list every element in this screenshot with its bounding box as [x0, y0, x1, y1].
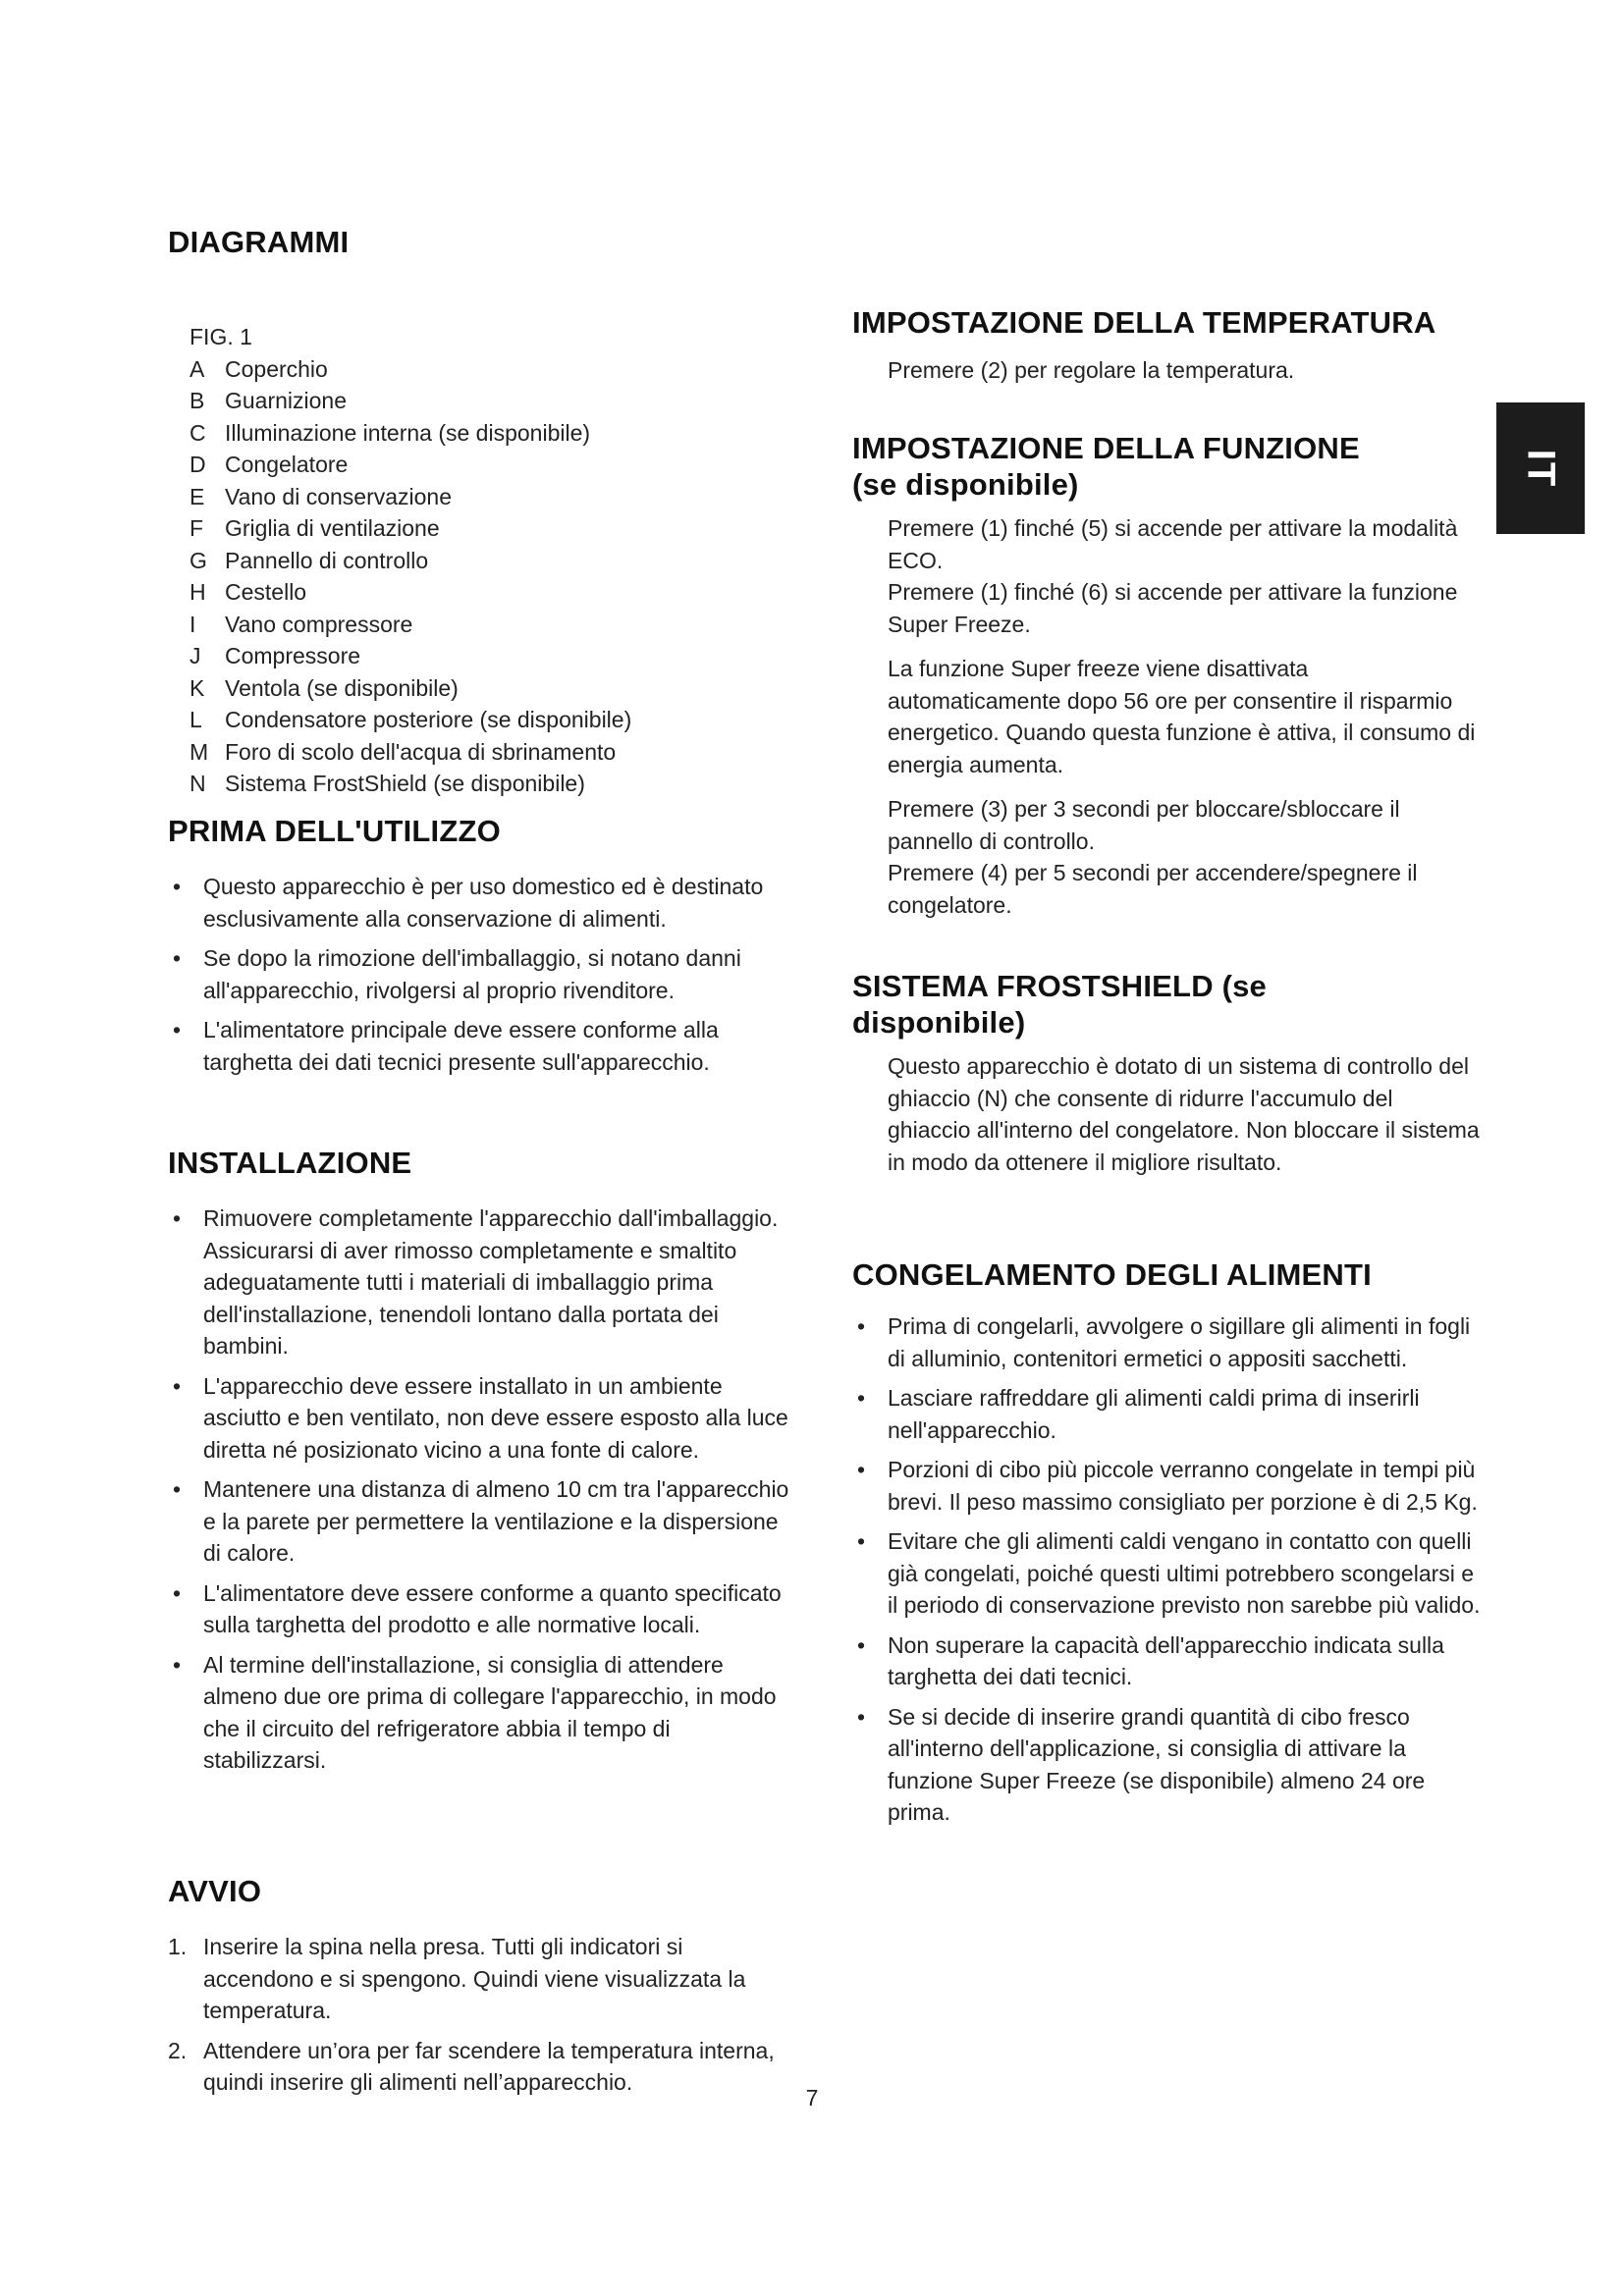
funzione-p4: Premere (3) per 3 secondi per bloccare/sbloccare il pannello di controllo.: [888, 796, 1400, 854]
list-item: N Sistema FrostShield (se disponibile): [189, 771, 585, 796]
list-item: K Ventola (se disponibile): [189, 674, 459, 701]
section-installazione: [168, 1145, 796, 1785]
section-title-avvio: AVVIO: [168, 1874, 262, 1908]
list-item: C Illuminazione interna (se disponibile): [189, 419, 591, 446]
section-prima: [168, 813, 796, 1086]
section-title-installazione: INSTALLAZIONE: [168, 1146, 412, 1180]
funzione-p2: Premere (1) finché (6) si accende per attivare la funzione Super Freeze.: [888, 579, 1458, 637]
section-avvio: [168, 1873, 796, 2107]
section-title-temperatura: IMPOSTAZIONE DELLA TEMPERATURA: [852, 305, 1436, 340]
section-temperatura: [852, 304, 1481, 387]
list-item: • L'alimentatore principale deve essere conforme alla targhetta dei dati tecnici presente sull'apparecchio.: [173, 1017, 719, 1075]
list-item: M Foro di scolo dell'acqua di sbrinamento: [189, 738, 617, 765]
list-item: L Condensatore posteriore (se disponibile): [189, 707, 632, 732]
list-item: • Questo apparecchio è per uso domestico ed è destinato esclusivamente alla conservazione di alimenti.: [173, 874, 764, 932]
list-item: H Cestello: [189, 579, 307, 605]
list-item: • Rimuovere completamente l'apparecchio dall'imballaggio. Assicurarsi di aver rimosso completamente e smaltito adeguatamente tutti i materiali di imballaggio prima dell'installazione, tenendoli lontano dalla portata dei bambini.: [173, 1205, 779, 1359]
section-title-prima: PRIMA DELL'UTILIZZO: [168, 814, 501, 848]
list-item: G Pannello di controllo: [189, 547, 429, 573]
section-title-frostshield: SISTEMA FROSTSHIELD (se disponibile): [852, 969, 1267, 1040]
list-item: I Vano compressore: [189, 611, 413, 637]
section-frostshield: [852, 968, 1481, 1178]
funzione-p3: La funzione Super freeze viene disattivata automaticamente dopo 56 ore per consentire il risparmio energetico. Quando questa funzione è attiva, il consumo di energia aumenta.: [888, 656, 1476, 777]
avvio-steps-list: [168, 1931, 796, 2099]
funzione-p5: Premere (4) per 5 secondi per accendere/spegnere il congelatore.: [888, 860, 1418, 918]
congelamento-bullet-list: [852, 1310, 1481, 1829]
list-item: • L'alimentatore deve essere conforme a quanto specificato sulla targhetta del prodotto e alle normative locali.: [173, 1579, 782, 1637]
section-title-diagrammi: DIAGRAMMI: [168, 225, 350, 259]
list-item: A Coperchio: [189, 355, 328, 382]
list-item: E Vano di conservazione: [189, 483, 452, 509]
language-tab: [1496, 402, 1585, 534]
list-item: F Griglia di ventilazione: [189, 515, 440, 541]
list-item: 1. Inserire la spina nella presa. Tutti gli indicatori si accendono e si spengono. Quindi viene visualizzata la temperatura.: [168, 1934, 746, 2023]
section-diagrammi: [168, 224, 796, 800]
funzione-p1: Premere (1) finché (5) si accende per attivare la modalità ECO.: [888, 515, 1458, 573]
list-item: • Evitare che gli alimenti caldi vengano in contatto con quelli già congelati, poiché questi ultimi potrebbero scongelarsi e il periodo di conservazione previsto non sarebbe più valido.: [857, 1528, 1481, 1618]
section-title-funzione: IMPOSTAZIONE DELLA FUNZIONE (se disponibile): [852, 431, 1360, 502]
page-number: 7: [805, 2085, 819, 2110]
fig-label: FIG. 1: [189, 324, 252, 349]
list-item: 2. Attendere un’ora per far scendere la temperatura interna, quindi inserire gli alimenti nell’apparecchio.: [168, 2037, 775, 2095]
temperatura-text: Premere (2) per regolare la temperatura.: [888, 357, 1295, 383]
list-item: • Mantenere una distanza di almeno 10 cm tra l'apparecchio e la parete per permettere la ventilazione e la dispersione di calore.: [173, 1476, 789, 1566]
list-item: • Non superare la capacità dell'apparecchio indicata sulla targhetta dei dati tecnici.: [857, 1631, 1444, 1689]
language-code: IT: [1519, 449, 1563, 488]
list-item: • Se dopo la rimozione dell'imballaggio, si notano danni all'apparecchio, rivolgersi al proprio rivenditore.: [173, 945, 741, 1003]
list-item: • L'apparecchio deve essere installato in un ambiente asciutto e ben ventilato, non deve essere esposto alla luce diretta né posizionato vicino a una fonte di calore.: [173, 1372, 788, 1463]
list-item: • Se si decide di inserire grandi quantità di cibo fresco all'interno dell'applicazione, si consiglia di attivare la funzione Super Freeze (se disponibile) almeno 24 ore prima.: [857, 1703, 1426, 1825]
list-item: • Prima di congelarli, avvolgere o sigillare gli alimenti in fogli di alluminio, contenitori ermetici o appositi sacchetti.: [857, 1313, 1471, 1371]
installazione-bullet-list: [168, 1202, 796, 1777]
section-funzione: [852, 430, 1481, 921]
list-item: D Congelatore: [189, 452, 349, 477]
section-title-congelamento: CONGELAMENTO DEGLI ALIMENTI: [852, 1257, 1372, 1292]
section-congelamento: [852, 1256, 1481, 1837]
list-item: J Compressore: [189, 643, 361, 668]
frostshield-text: Questo apparecchio è dotato di un sistema di controllo del ghiaccio (N) che consente di ridurre l'accumulo del ghiaccio all'interno del congelatore. Non bloccare il sistema in modo da ottenere il migliore risultato.: [888, 1053, 1480, 1175]
list-item: B Guarnizione: [189, 388, 348, 413]
list-item: • Porzioni di cibo più piccole verranno congelate in tempi più brevi. Il peso massimo consigliato per porzione è di 2,5 Kg.: [857, 1457, 1478, 1515]
list-item: • Al termine dell'installazione, si consiglia di attendere almeno due ore prima di collegare l'apparecchio, in modo che il circuito del refrigeratore abbia il tempo di stabilizzarsi.: [173, 1651, 777, 1773]
diagram-parts-list: [189, 353, 796, 800]
list-item: • Lasciare raffreddare gli alimenti caldi prima di inserirli nell'apparecchio.: [857, 1385, 1420, 1443]
prima-bullet-list: [168, 871, 796, 1078]
